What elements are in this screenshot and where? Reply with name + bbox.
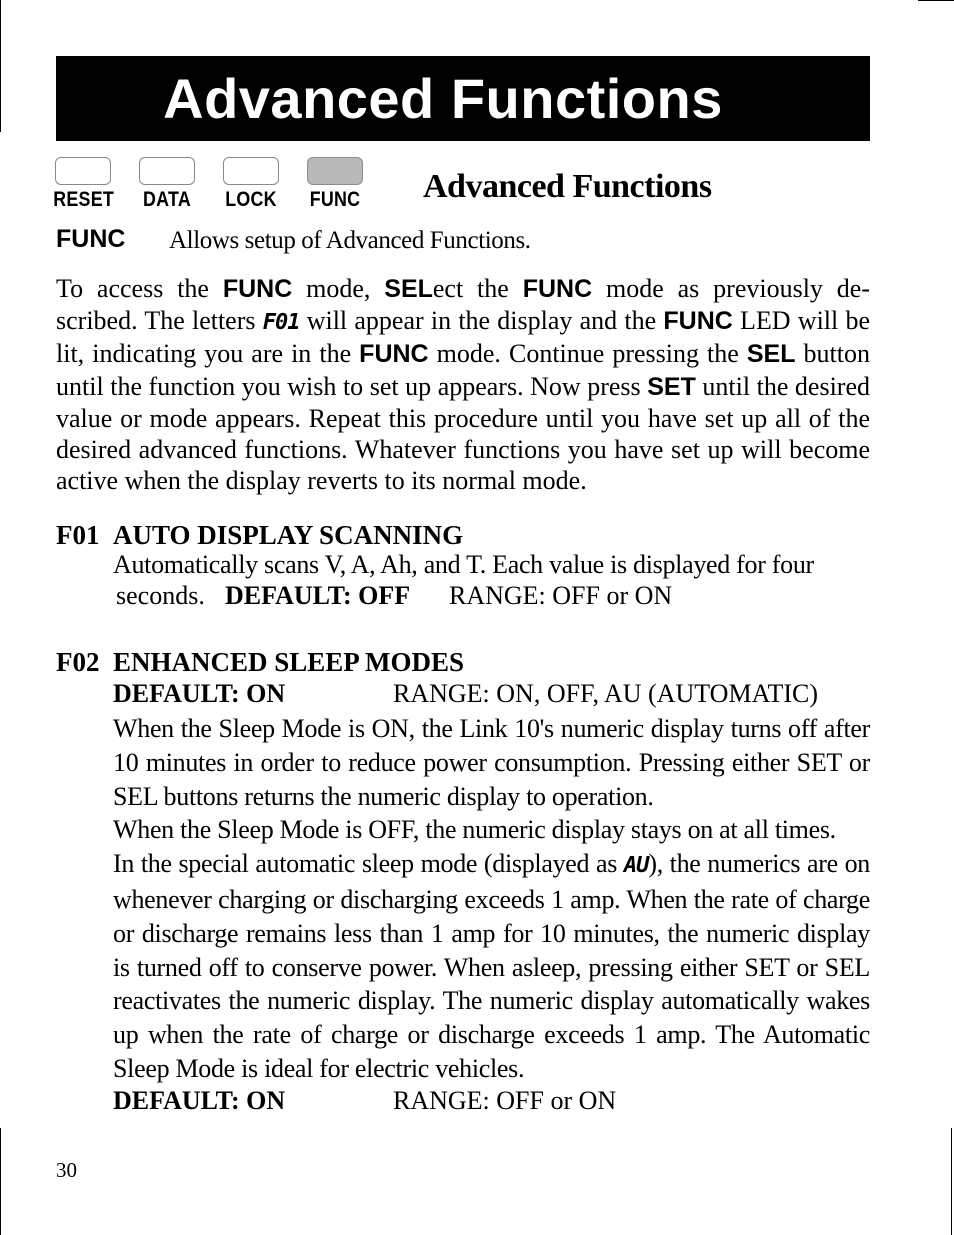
- f02-code: F02: [56, 647, 100, 677]
- data-key-label: DATA: [143, 188, 191, 211]
- f02-paragraph-on: When the Sleep Mode is ON, the Link 10's numeric display turns off after 10 minutes in order to reduce power consumption. Pressing either SET or SEL buttons returns the numeric display to operation.: [113, 714, 870, 811]
- f02-section: [56, 647, 870, 1119]
- intro-paragraph: [56, 273, 870, 496]
- f02-range: RANGE: ON, OFF, AU (AUTOMATIC): [393, 679, 819, 708]
- f02-paragraph-auto: [113, 847, 870, 1086]
- keyword-sel: SEL: [746, 340, 796, 369]
- intro-text: mode,: [292, 274, 385, 303]
- f02-paragraph-off: When the Sleep Mode is OFF, the numeric display stays on at all times.: [113, 815, 836, 845]
- f01-line2: [113, 581, 870, 612]
- f02-default: DEFAULT: ON: [113, 679, 286, 708]
- func-description: Allows setup of Advanced Functions.: [169, 227, 531, 254]
- f01-body: [113, 550, 870, 612]
- banner-title: Advanced Functions: [163, 67, 723, 130]
- lcd-f01-glyph: F01: [262, 310, 300, 336]
- page-number: 30: [56, 1158, 77, 1182]
- func-key: [300, 157, 370, 212]
- keyword-func: FUNC: [663, 307, 733, 336]
- f02-default-2: DEFAULT: ON: [113, 1085, 286, 1115]
- func-key-label: FUNC: [309, 188, 361, 211]
- func-key-cap: [307, 157, 363, 185]
- lcd-au-glyph: AU: [623, 853, 649, 879]
- crop-mark-top-right: [918, 0, 954, 1]
- intro-text: To access the: [56, 274, 223, 303]
- intro-text: ect the: [432, 274, 523, 303]
- intro-text: mode. Continue pressing the: [428, 339, 747, 369]
- reset-key: [48, 157, 118, 212]
- section-heading: Advanced Functions: [423, 168, 712, 205]
- data-key-cap: [139, 157, 195, 185]
- keypad-illustration: [52, 157, 372, 217]
- intro-text: until the desired value or mode appears. Repeat this procedure until you have set up all of the desired advanced functions. Whatever functions you have set up will become active when the display reverts to its normal mode.: [56, 371, 871, 496]
- keyword-sel: SEL: [384, 275, 433, 303]
- intro-text: will appear in the display and the: [299, 306, 664, 336]
- lock-key: [216, 157, 286, 212]
- data-key: [132, 157, 202, 212]
- keyword-set: SET: [647, 372, 696, 401]
- lock-key-cap: [223, 157, 279, 185]
- keyword-func: FUNC: [222, 275, 293, 303]
- f01-range: RANGE: OFF or ON: [449, 581, 673, 610]
- crop-mark-bottom-right: [951, 1128, 952, 1235]
- crop-mark-top-left: [0, 0, 1, 132]
- f01-line1-text: Automatically scans V, A, Ah, and T. Each value is displayed for four: [113, 550, 814, 579]
- f01-title: AUTO DISPLAY SCANNING: [113, 520, 464, 550]
- intro-text: LED will be lit, indicating you are in the: [56, 306, 871, 369]
- reset-key-cap: [55, 157, 111, 185]
- reset-key-label: RESET: [53, 188, 115, 211]
- f01-heading: [56, 520, 870, 551]
- f02-heading: [56, 647, 870, 678]
- f01-section: [56, 520, 870, 612]
- f02-default-range-row: [113, 679, 870, 712]
- f02-auto-text: ), the numerics are on whenever charging or discharging exceeds 1 amp. When the rate of charge or discharge remains less than 1 amp for 10 minutes, the numeric display is turned off to conserve power. When asleep, pressing either SET or SEL reactivates the numeric display. The numeric display automatically wakes up when the rate of charge or discharge exceeds 1 amp. The Automatic Sleep Mode is ideal for electric vehicles.: [113, 849, 870, 1083]
- title-banner: [56, 56, 870, 141]
- keyword-func: FUNC: [359, 340, 429, 369]
- f02-range-2: RANGE: OFF or ON: [393, 1085, 617, 1115]
- f02-title: ENHANCED SLEEP MODES: [113, 647, 465, 677]
- f02-default-range-row-2: [113, 1086, 870, 1119]
- intro-text: button until the function you wish to set up appears. Now press: [56, 339, 870, 401]
- func-definition: [56, 225, 531, 254]
- f01-default: DEFAULT: OFF: [225, 581, 411, 610]
- intro-text: mode as previously de-scribed. The letters: [56, 274, 870, 336]
- f01-code: F01: [56, 520, 100, 550]
- crop-mark-bottom-left: [0, 1128, 1, 1235]
- f01-line1: [113, 550, 870, 581]
- keyword-func: FUNC: [522, 275, 593, 303]
- f02-auto-text: In the special automatic sleep mode (displayed as: [113, 849, 624, 879]
- lock-key-label: LOCK: [225, 188, 277, 211]
- f02-body: [113, 679, 870, 1119]
- func-term: FUNC: [56, 225, 126, 253]
- f01-seconds-text: seconds.: [116, 581, 205, 610]
